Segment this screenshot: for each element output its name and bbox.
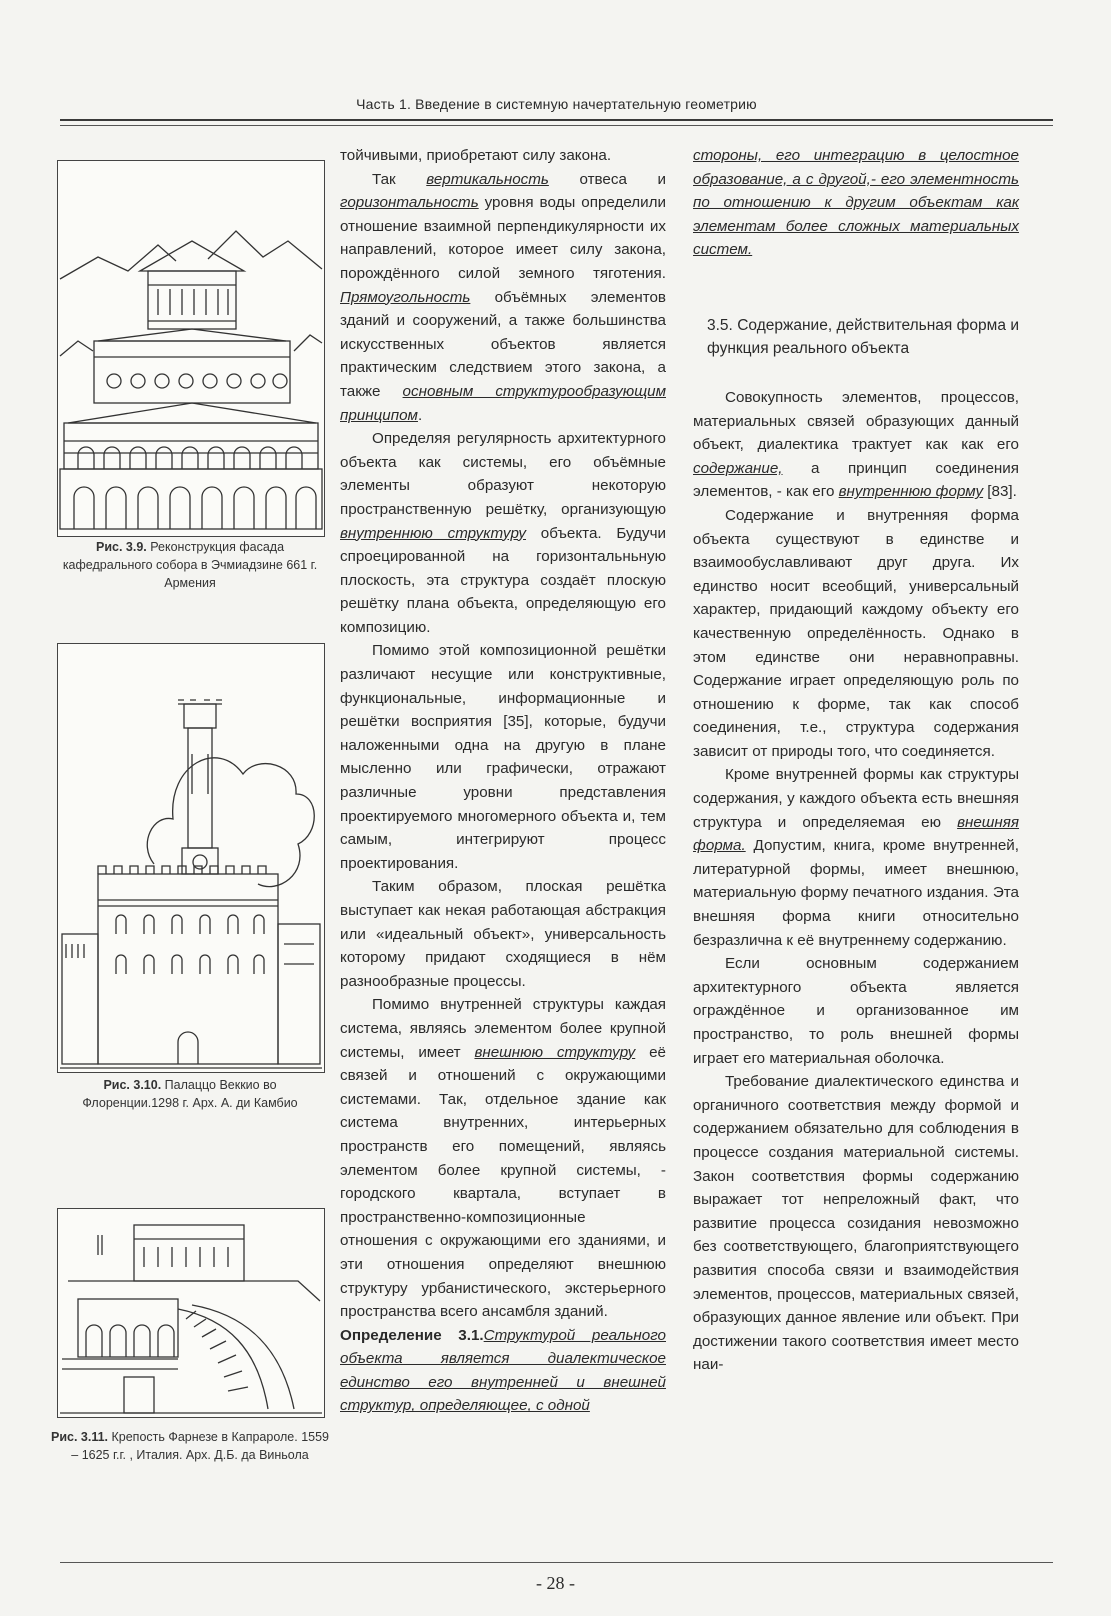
paragraph: Кроме внутренней формы как структуры содержания, у каждого объекта есть внешняя структура и определяемая ею внешняя форма. Допустим, книга, кроме внутренней, литературной формы, имеет внешнюю, материальную форму печатного издания. Эта внешняя форма книги относительно безразлична к её внутреннему содержанию. bbox=[693, 766, 1019, 949]
figure-caption-3-10: Рис. 3.10. Палаццо Веккио во Флоренции.1298 г. Арх. А. ди Камбио bbox=[82, 1078, 298, 1110]
paragraph: стороны, его интеграцию в целостное образование, а с другой,- его элементность по отношению к другим объектам как элементам более сложных материальных систем. bbox=[693, 147, 1019, 259]
section-title: 3.5. Содержание, действительная форма и функция реального объекта bbox=[707, 316, 1019, 357]
running-header: Часть 1. Введение в системную начертательную геометрию bbox=[356, 96, 757, 112]
paragraph: Совокупность элементов, процессов, материальных связей образующих данный объект, диалектика трактует как как его содержание, а принцип соединения элементов, - как его внутреннюю форму [83]. bbox=[693, 388, 1019, 501]
figure-caption-3-9: Рис. 3.9. Реконструкция фасада кафедрального собора в Эчмиадзине 661 г. Армения bbox=[62, 540, 318, 590]
paragraph: Так вертикальность отвеса и горизонтальность уровня воды определили отношение взаимной перпендикулярности их направлений, которое имеет силу закона, порождённого силой земного тяготения. Прямоугольность объёмных элементов зданий и сооружений, а также большинства искусственных объектов является практическим следствием этого закона, а также основным структурообразующим принципом. bbox=[340, 170, 666, 424]
paragraph: тойчивыми, приобретают силу закона. bbox=[340, 147, 612, 164]
text-column-middle bbox=[340, 144, 666, 1418]
figure-caption-3-11: Рис. 3.11. Крепость Фарнезе в Капрароле. 1559 – 1625 г.г. , Италия. Арх. Д.Б. да Виньола bbox=[50, 1430, 330, 1462]
text-column-right bbox=[693, 144, 1019, 1377]
paragraph: Таким образом, плоская решётка выступает как некая работающая абстракция или «идеальный объект», универсальность которому придают сходящиеся в нём разнообразные процессы. bbox=[340, 878, 666, 990]
paragraph: Помимо внутренней структуры каждая система, являясь элементом более крупной системы, имеет внешнюю структуру её связей и отношений с окружающими системами. Так, отдельное здание как система внутренних, интерьерных пространств его помещений, являясь элементом более крупной системы, - городского квартала, вступает в пространственно-композиционные отношения с окружающими его зданиями, и эти отношения определяют внешнюю структуру урбанистического, экстерьерного пространства всего ансамбля зданий. bbox=[340, 996, 666, 1321]
header-rule bbox=[60, 119, 1053, 121]
definition: Определение 3.1.Структурой реального объекта является диалектическое единство его внутренней и внешней структур, определяющее, с одной bbox=[340, 1326, 666, 1415]
header-rule-thin bbox=[60, 125, 1053, 126]
paragraph: Определяя регулярность архитектурного объекта как системы, его объёмные элементы образуют некоторую пространственную решётку, организующую внутреннюю структуру объекта. Будучи спроецированной на горизонтальньную плоскость, эта структура создаёт плоскую решётку плана объекта, определяющую его композицию. bbox=[340, 430, 666, 636]
paragraph: Если основным содержанием архитектурного объекта является ограждённое и организованное им пространство, то роль внешней формы играет его материальная оболочка. bbox=[693, 955, 1019, 1067]
cathedral-drawing-icon bbox=[57, 160, 325, 537]
page-number: - 28 - bbox=[536, 1573, 575, 1593]
paragraph: Требование диалектического единства и органичного соответствия между формой и содержанием обязательно для соблюдения в процессе создания материальной системы. Закон соответствия формы содержанию выражает тот непреложный факт, что развитие процесса созидания невозможно без соответствующего, благоприятствующего развития способа связи и взаимодействия элементов, процессов, материальных связей, образующих данное явление или объект. При достижении такого соответствия имеет место наи- bbox=[693, 1073, 1019, 1374]
fortress-drawing-icon bbox=[57, 1208, 325, 1418]
footer-rule bbox=[60, 1562, 1053, 1563]
paragraph: Содержание и внутренняя форма объекта существуют в единстве и взаимообуславливают друг друга. Их единство носит всеобщий, универсальный характер, придающий каждому объекту его качественную определённость. Однако в этом единстве они неравноправны. Содержание играет определяющую роль по отношению к форме, так как способ соединения, т.е., структура содержания зависит от природы того, что соединяется. bbox=[693, 506, 1019, 760]
paragraph: Помимо этой композиционной решётки различают несущие или конструктивные, функциональные, информационные и решётки восприятия [35], которые, будучи наложенными одна на другую в плане мысленно или графически, отражают различные уровни представления проектируемого многомерного объекта и, тем самым, интегрируют процесс проектирования. bbox=[340, 642, 666, 872]
palazzo-drawing-icon bbox=[57, 643, 325, 1073]
